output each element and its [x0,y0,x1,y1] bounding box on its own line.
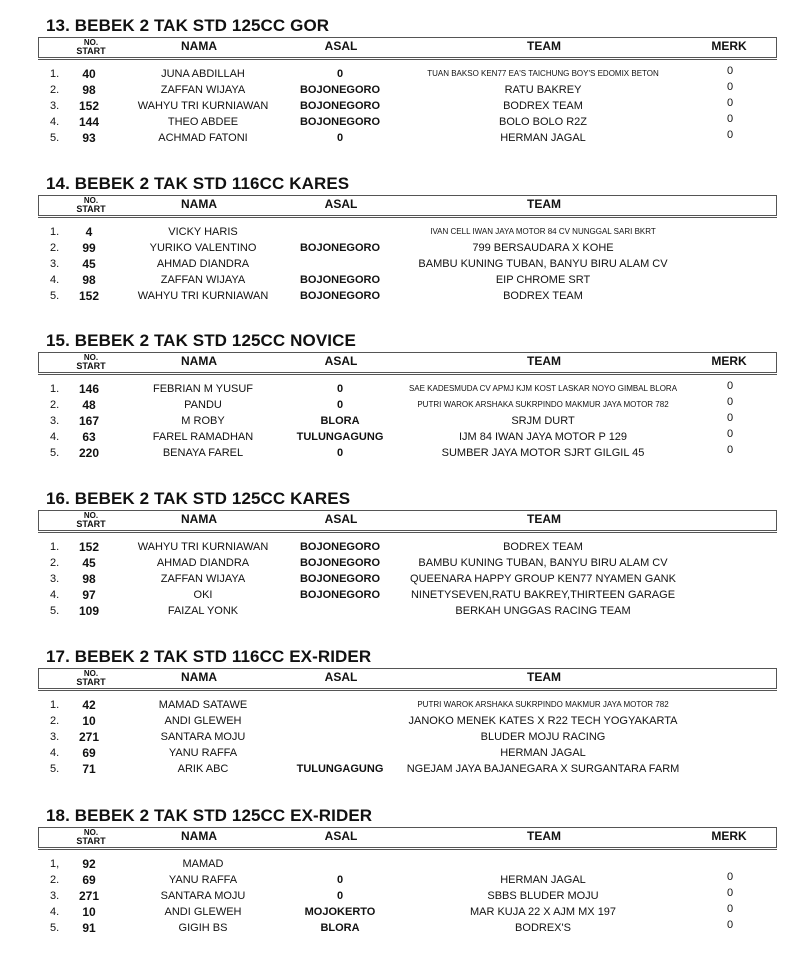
rider-name-cell: WAHYU TRI KURNIAWAN [137,100,269,112]
rank-cell: 1. [50,383,60,395]
table-row [38,761,777,777]
origin-cell [284,697,396,713]
rank-cell: 2. [50,84,60,96]
rank-cell: 2. [50,557,60,569]
origin-cell: MOJOKERTO [304,906,376,918]
table-header [38,352,777,373]
table-body [38,697,777,777]
team-cell: PUTRI WAROK ARSHAKA SUKRPINDO MAKMUR JAYA MOTOR 782 [417,700,669,709]
start-number-cell: 42 [82,698,96,712]
rider-name-cell: FAREL RAMADHAN [152,431,254,443]
table-row [38,413,777,429]
team-cell: SUMBER JAYA MOTOR SJRT GILGIL 45 [441,447,645,459]
origin-cell: BLORA [320,922,360,934]
header-nama: NAMA [181,354,217,368]
header-team: TEAM [527,39,561,53]
start-number-cell: 40 [82,67,96,81]
header-team: TEAM [527,197,561,211]
rider-name-cell: MAMAD SATAWE [158,699,248,711]
rank-cell: 4. [50,747,60,759]
origin-cell: BOJONEGORO [299,541,381,553]
rider-name-cell: ZAFFAN WIJAYA [160,274,246,286]
origin-cell: BOJONEGORO [299,116,381,128]
table-header [38,510,777,531]
rider-name-cell: M ROBY [181,415,225,427]
rank-cell: 4. [50,906,60,918]
team-cell: HERMAN JAGAL [500,874,586,886]
rider-name-cell: FAIZAL YONK [167,605,239,617]
table-row [38,66,777,82]
table-header [38,195,777,216]
team-cell: BERKAH UNGGAS RACING TEAM [455,605,631,617]
team-cell [393,856,693,872]
origin-cell: 0 [336,132,344,144]
header-no-start [71,38,111,57]
header-merk: MERK [711,354,747,368]
team-cell: HERMAN JAGAL [500,132,586,144]
header-no-label: NO. [83,828,99,837]
race-section [38,331,777,461]
rider-name-cell: BENAYA FAREL [162,447,244,459]
header-merk: MERK [711,829,747,843]
team-cell: BLUDER MOJU RACING [480,731,606,743]
origin-cell: BOJONEGORO [299,242,381,254]
header-start-label: START [76,361,106,371]
header-no-label: NO. [83,353,99,362]
table-row [38,381,777,397]
rider-name-cell: VICKY HARIS [168,226,238,238]
header-team: TEAM [527,829,561,843]
table-row [38,697,777,713]
rider-name-cell: ACHMAD FATONI [158,132,248,144]
start-number-cell: 152 [78,540,100,554]
start-number-cell: 220 [78,446,100,460]
rank-cell: 2. [50,399,60,411]
origin-cell: TULUNGAGUNG [296,763,384,775]
origin-cell: 0 [336,447,344,459]
section-title: 16. BEBEK 2 TAK STD 125CC KARES [46,489,351,508]
header-asal: ASAL [324,670,358,684]
merk-cell: 0 [726,113,734,125]
rider-name-cell: WAHYU TRI KURNIAWAN [137,541,269,553]
merk-cell: 0 [726,129,734,141]
rider-name-cell: FEBRIAN M YUSUF [152,383,254,395]
start-number-cell: 146 [78,382,100,396]
merk-cell: 0 [726,919,734,931]
team-cell: BAMBU KUNING TUBAN, BANYU BIRU ALAM CV [418,557,668,569]
header-nama: NAMA [181,670,217,684]
header-no-label: NO. [83,511,99,520]
origin-cell: BOJONEGORO [299,84,381,96]
start-number-cell: 167 [78,414,100,428]
merk-cell: 0 [726,444,734,456]
team-cell: BODREX TEAM [503,290,583,302]
start-number-cell: 152 [78,99,100,113]
start-number-cell: 99 [82,241,96,255]
table-header [38,37,777,58]
team-cell: BODREX'S [515,922,571,934]
start-number-cell: 10 [82,714,96,728]
rank-cell: 3. [50,890,60,902]
header-asal: ASAL [324,197,358,211]
table-row [38,256,777,272]
header-start-label: START [76,204,106,214]
merk-cell: 0 [726,81,734,93]
start-number-cell: 45 [82,556,96,570]
rank-cell: 1. [50,68,60,80]
header-no-label: NO. [83,669,99,678]
origin-cell [284,713,396,729]
section-title: 18. BEBEK 2 TAK STD 125CC EX-RIDER [46,806,373,825]
rank-cell: 5. [50,763,60,775]
start-number-cell: 45 [82,257,96,271]
team-cell: 799 BERSAUDARA X KOHE [472,242,614,254]
rider-name-cell: WAHYU TRI KURNIAWAN [137,290,269,302]
start-number-cell: 144 [78,115,100,129]
table-row [38,224,777,240]
start-number-cell: 63 [82,430,96,444]
team-cell: QUEENARA HAPPY GROUP KEN77 NYAMEN GANK [410,573,676,585]
race-section [38,174,777,304]
rank-cell: 4. [50,274,60,286]
header-asal: ASAL [324,354,358,368]
rider-name-cell: ZAFFAN WIJAYA [160,573,246,585]
origin-cell [284,224,396,240]
origin-cell: 0 [336,383,344,395]
origin-cell: BOJONEGORO [299,290,381,302]
origin-cell [284,603,396,619]
merk-cell: 0 [726,65,734,77]
header-no-start [71,353,111,372]
start-number-cell: 152 [78,289,100,303]
rider-name-cell: MAMAD [182,858,224,870]
origin-cell: BOJONEGORO [299,589,381,601]
origin-cell: TULUNGAGUNG [296,431,384,443]
header-no-start [71,196,111,215]
table-header [38,827,777,848]
race-section [38,16,777,146]
merk-cell [718,853,742,869]
table-row [38,920,777,936]
start-number-cell: 10 [82,905,96,919]
merk-cell: 0 [726,396,734,408]
header-nama: NAMA [181,829,217,843]
table-header [38,668,777,689]
rider-name-cell: YURIKO VALENTINO [149,242,257,254]
team-cell: SAE KADESMUDA CV APMJ KJM KOST LASKAR NOYO GIMBAL BLORA [408,384,678,393]
rank-cell: 5. [50,922,60,934]
team-cell: IVAN CELL IWAN JAYA MOTOR 84 CV NUNGGAL SARI BKRT [430,227,656,236]
header-asal: ASAL [324,39,358,53]
merk-cell: 0 [726,97,734,109]
section-title: 15. BEBEK 2 TAK STD 125CC NOVICE [46,331,356,350]
rider-name-cell: ANDI GLEWEH [164,715,242,727]
table-row [38,745,777,761]
table-body [38,381,777,461]
team-cell: EIP CHROME SRT [495,274,591,286]
table-row [38,429,777,445]
origin-cell: 0 [336,890,344,902]
origin-cell: BOJONEGORO [299,557,381,569]
table-row [38,603,777,619]
start-number-cell: 69 [82,873,96,887]
header-start-label: START [76,677,106,687]
header-no-start [71,828,111,847]
rank-cell: 1. [50,699,60,711]
origin-cell: BOJONEGORO [299,100,381,112]
rank-cell: 4. [50,431,60,443]
header-team: TEAM [527,354,561,368]
header-asal: ASAL [324,512,358,526]
rank-cell: 3. [50,415,60,427]
team-cell: TUAN BAKSO KEN77 EA'S TAICHUNG BOY'S EDOMIX BETON [427,69,659,78]
team-cell: NINETYSEVEN,RATU BAKREY,THIRTEEN GARAGE [410,589,676,601]
header-nama: NAMA [181,39,217,53]
header-no-label: NO. [83,196,99,205]
team-cell: BAMBU KUNING TUBAN, BANYU BIRU ALAM CV [418,258,668,270]
rider-name-cell: AHMAD DIANDRA [156,557,250,569]
header-no-start [71,669,111,688]
race-section [38,489,777,619]
start-number-cell: 93 [82,131,96,145]
rider-name-cell: ANDI GLEWEH [164,906,242,918]
table-body [38,66,777,146]
merk-cell: 0 [726,412,734,424]
origin-cell: BLORA [320,415,360,427]
merk-cell: 0 [726,903,734,915]
table-row [38,240,777,256]
origin-cell [284,729,396,745]
table-row [38,713,777,729]
table-body [38,224,777,304]
race-section [38,806,777,936]
origin-cell [284,745,396,761]
table-row [38,856,777,872]
table-row [38,587,777,603]
start-number-cell: 109 [78,604,100,618]
origin-cell [284,256,396,272]
table-row [38,888,777,904]
team-cell: HERMAN JAGAL [500,747,586,759]
start-number-cell: 91 [82,921,96,935]
rider-name-cell: ARIK ABC [177,763,229,775]
table-row [38,555,777,571]
table-row [38,571,777,587]
team-cell: BODREX TEAM [503,100,583,112]
rank-cell: 5. [50,290,60,302]
section-title: 17. BEBEK 2 TAK STD 116CC EX-RIDER [46,647,372,666]
table-row [38,729,777,745]
rider-name-cell: JUNA ABDILLAH [161,68,245,80]
team-cell: SRJM DURT [511,415,575,427]
header-team: TEAM [527,670,561,684]
table-body [38,856,777,936]
start-number-cell: 98 [82,83,96,97]
start-number-cell: 271 [78,889,100,903]
rank-cell: 1, [50,858,60,870]
rider-name-cell: YANU RAFFA [168,747,238,759]
table-row [38,539,777,555]
table-row [38,82,777,98]
rank-cell: 2. [50,242,60,254]
origin-cell [284,856,396,872]
header-merk: MERK [711,39,747,53]
header-start-label: START [76,46,106,56]
team-cell: RATU BAKREY [504,84,582,96]
header-no-start [71,511,111,530]
rider-name-cell: PANDU [184,399,222,411]
rider-name-cell: OKI [193,589,213,601]
start-number-cell: 271 [78,730,100,744]
team-cell: BODREX TEAM [503,541,583,553]
origin-cell: 0 [336,399,344,411]
rank-cell: 3. [50,573,60,585]
rider-name-cell: THEO ABDEE [167,116,239,128]
rider-name-cell: SANTARA MOJU [160,731,246,743]
table-body [38,539,777,619]
rank-cell: 3. [50,100,60,112]
header-start-label: START [76,836,106,846]
table-row [38,872,777,888]
rank-cell: 5. [50,605,60,617]
rank-cell: 5. [50,132,60,144]
header-team: TEAM [527,512,561,526]
rank-cell: 5. [50,447,60,459]
rank-cell: 2. [50,715,60,727]
rank-cell: 4. [50,589,60,601]
start-number-cell: 98 [82,572,96,586]
table-row [38,904,777,920]
table-row [38,397,777,413]
table-row [38,272,777,288]
team-cell: SBBS BLUDER MOJU [487,890,599,902]
header-asal: ASAL [324,829,358,843]
rider-name-cell: YANU RAFFA [168,874,238,886]
team-cell: MAR KUJA 22 X AJM MX 197 [469,906,617,918]
rank-cell: 1. [50,226,60,238]
team-cell: JANOKO MENEK KATES X R22 TECH YOGYAKARTA [408,715,678,727]
table-row [38,98,777,114]
start-number-cell: 98 [82,273,96,287]
rank-cell: 3. [50,731,60,743]
section-title: 13. BEBEK 2 TAK STD 125CC GOR [46,16,330,35]
table-row [38,288,777,304]
merk-cell: 0 [726,871,734,883]
rider-name-cell: ZAFFAN WIJAYA [160,84,246,96]
header-nama: NAMA [181,197,217,211]
table-row [38,114,777,130]
merk-cell: 0 [726,887,734,899]
section-title: 14. BEBEK 2 TAK STD 116CC KARES [46,174,350,193]
team-cell: PUTRI WAROK ARSHAKA SUKRPINDO MAKMUR JAYA MOTOR 782 [417,400,669,409]
header-start-label: START [76,519,106,529]
origin-cell: 0 [336,874,344,886]
merk-cell: 0 [726,428,734,440]
team-cell: NGEJAM JAYA BAJANEGARA X SURGANTARA FARM [406,763,680,775]
start-number-cell: 92 [82,857,96,871]
header-no-label: NO. [83,38,99,47]
header-nama: NAMA [181,512,217,526]
rank-cell: 3. [50,258,60,270]
rider-name-cell: AHMAD DIANDRA [156,258,250,270]
start-number-cell: 48 [82,398,96,412]
merk-cell: 0 [726,380,734,392]
rank-cell: 4. [50,116,60,128]
origin-cell: BOJONEGORO [299,274,381,286]
table-row [38,130,777,146]
origin-cell: 0 [336,68,344,80]
table-row [38,445,777,461]
start-number-cell: 4 [85,225,93,239]
rider-name-cell: GIGIH BS [178,922,228,934]
start-number-cell: 71 [82,762,96,776]
rider-name-cell: SANTARA MOJU [160,890,246,902]
team-cell: IJM 84 IWAN JAYA MOTOR P 129 [458,431,628,443]
rank-cell: 1. [50,541,60,553]
start-number-cell: 97 [82,588,96,602]
rank-cell: 2. [50,874,60,886]
race-section [38,647,777,777]
team-cell: BOLO BOLO R2Z [498,116,588,128]
origin-cell: BOJONEGORO [299,573,381,585]
start-number-cell: 69 [82,746,96,760]
